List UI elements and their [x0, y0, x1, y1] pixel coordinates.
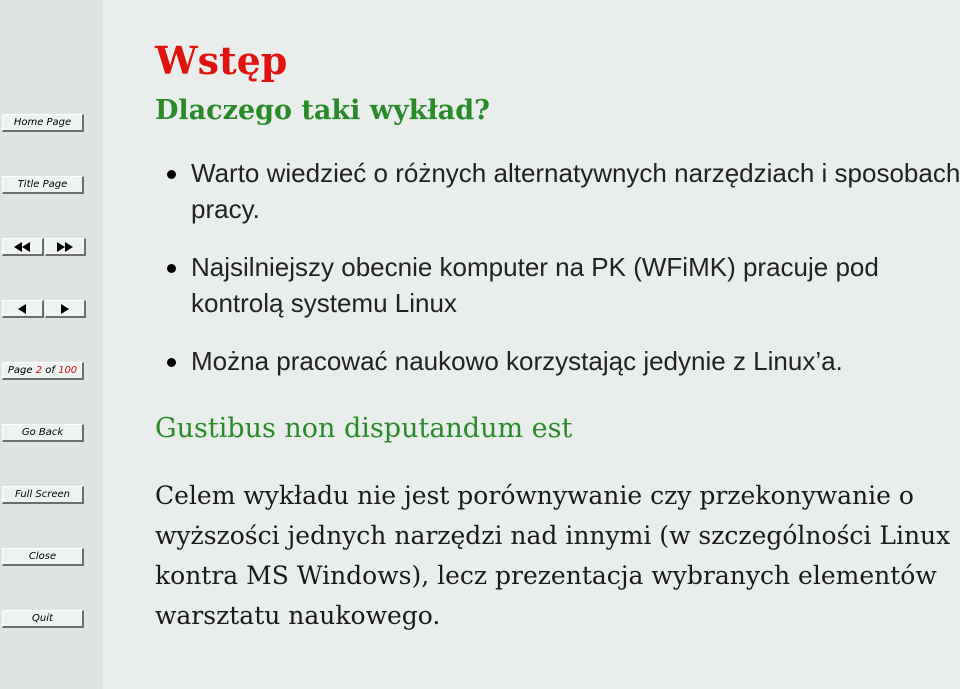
navigation-sidebar — [0, 0, 103, 689]
next-page-button[interactable] — [45, 300, 87, 318]
home-page-button[interactable]: Home Page — [2, 114, 84, 132]
full-screen-button[interactable]: Full Screen — [2, 486, 84, 504]
close-button[interactable]: Close — [2, 548, 84, 566]
left-arrow-icon — [17, 304, 27, 314]
fast-forward-button[interactable] — [45, 238, 87, 256]
current-page-number: 2 — [35, 365, 43, 376]
fast-nav-pair — [2, 238, 86, 256]
body-paragraph: Celem wykładu nie jest porównywanie czy przekonywanie o wyższości jednych narzędzi nad innymi (w szczególności Linux kontra MS Windows), lecz prezentacja wybranych elementów warsztatu naukowego. — [155, 481, 951, 630]
quit-button[interactable]: Quit — [2, 610, 84, 628]
slide-title: Wstęp — [155, 38, 288, 83]
section-heading-gustibus: Gustibus non disputandum est — [155, 413, 573, 444]
list-item: Warto wiedzieć o różnych alternatywnych narzędziach i sposobach pracy. — [167, 155, 960, 227]
slide-content — [155, 0, 960, 689]
double-right-arrow-icon — [56, 242, 74, 252]
previous-page-button[interactable] — [2, 300, 44, 318]
double-left-arrow-icon — [13, 242, 31, 252]
list-item: Można pracować naukowo korzystając jedynie z Linux’a. — [167, 343, 960, 379]
go-back-button[interactable]: Go Back — [2, 424, 84, 442]
section-heading-why: Dlaczego taki wykład? — [155, 95, 490, 126]
list-item: Najsilniejszy obecnie komputer na PK (WFiMK) pracuje pod kontrolą systemu Linux — [167, 249, 960, 321]
page-indicator — [2, 362, 84, 380]
right-arrow-icon — [60, 304, 70, 314]
total-page-count: 100 — [58, 365, 78, 376]
title-page-button[interactable]: Title Page — [2, 176, 84, 194]
page-of-label: of — [45, 365, 55, 376]
fast-back-button[interactable] — [2, 238, 44, 256]
step-nav-pair — [2, 300, 86, 318]
bullet-list — [167, 155, 960, 401]
page-prefix: Page — [7, 365, 33, 376]
